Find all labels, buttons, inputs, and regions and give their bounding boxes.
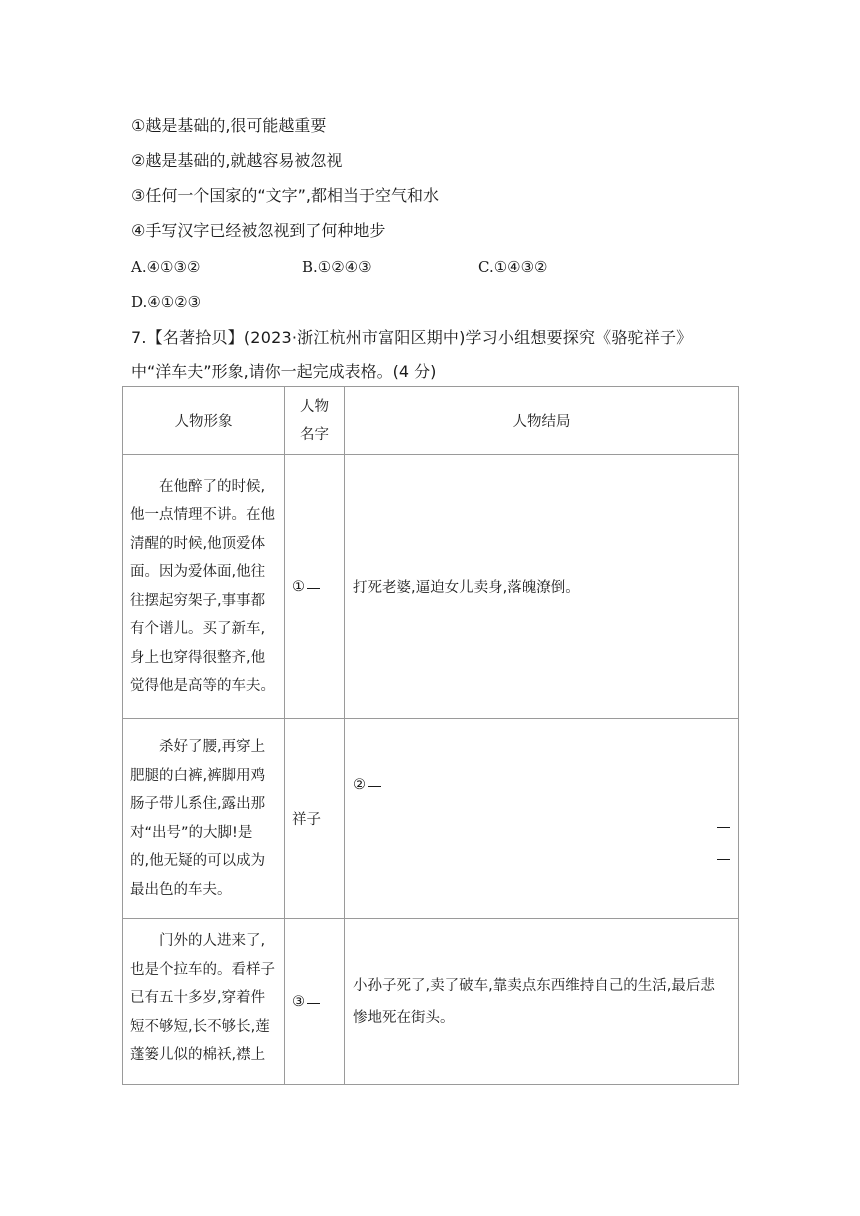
choice-d: D.④①②③ bbox=[131, 293, 202, 311]
option-4: ④手写汉字已经被忽视到了何种地步 bbox=[131, 221, 386, 240]
answer-blank[interactable] bbox=[307, 588, 320, 589]
image-line: 蓬篓儿似的棉袄,襟上 bbox=[130, 1047, 266, 1063]
name-blank-label: ① bbox=[292, 578, 305, 595]
image-line: 已有五十多岁,穿着件 bbox=[130, 990, 266, 1006]
image-line: 的,他无疑的可以成为 bbox=[130, 853, 266, 869]
option-3: ③任何一个国家的“文字”,都相当于空气和水 bbox=[131, 186, 440, 205]
character-table bbox=[122, 386, 739, 1085]
question-line-1: 7.【名著拾贝】(2023·浙江杭州市富阳区期中)学习小组想要探究《骆驼祥子》 bbox=[131, 328, 693, 347]
image-line: 杀好了腰,再穿上 bbox=[159, 739, 266, 755]
answer-blank-continued[interactable] bbox=[717, 827, 730, 828]
fate-text: 打死老婆,逼迫女儿卖身,落魄潦倒。 bbox=[353, 580, 580, 596]
header-name-line-1: 人物 bbox=[300, 398, 329, 415]
name-blank-label: ③ bbox=[292, 993, 305, 1010]
question-line-2: 中“洋车夫”形象,请你一起完成表格。(4 分) bbox=[131, 362, 437, 381]
answer-blank[interactable] bbox=[368, 786, 381, 787]
table-header-row bbox=[123, 387, 739, 455]
answer-blank[interactable] bbox=[307, 1003, 320, 1004]
image-line: 身上也穿得很整齐,他 bbox=[130, 649, 266, 666]
image-line: 有个谱儿。买了新车, bbox=[130, 621, 266, 637]
choice-b: B.①②④③ bbox=[302, 258, 372, 276]
image-cell bbox=[123, 719, 285, 919]
answer-blank-continued[interactable] bbox=[717, 859, 730, 860]
name-cell bbox=[285, 719, 345, 919]
fate-cell bbox=[345, 919, 739, 1085]
image-line: 往摆起穷架子,事事都 bbox=[130, 592, 266, 609]
image-line: 门外的人进来了, bbox=[159, 933, 266, 949]
image-line: 短不够短,长不够长,莲 bbox=[130, 1018, 270, 1035]
name-cell bbox=[285, 919, 345, 1085]
image-cell bbox=[123, 919, 285, 1085]
image-line: 对“出号”的大脚!是 bbox=[130, 824, 253, 841]
fate-cell bbox=[345, 719, 739, 919]
image-line: 肥腿的白裤,裤脚用鸡 bbox=[130, 767, 266, 784]
option-1: ①越是基础的,很可能越重要 bbox=[131, 116, 327, 135]
header-image: 人物形象 bbox=[123, 387, 285, 455]
header-name bbox=[285, 387, 345, 455]
fate-line-1: 小孙子死了,卖了破车,靠卖点东西维持自己的生活,最后悲 bbox=[353, 977, 715, 994]
image-line: 最出色的车夫。 bbox=[130, 881, 232, 898]
option-2: ②越是基础的,就越容易被忽视 bbox=[131, 151, 343, 170]
table-row bbox=[123, 455, 739, 719]
image-line: 清醒的时候,他顶爱体 bbox=[130, 535, 266, 552]
image-line: 在他醉了的时候, bbox=[159, 478, 266, 495]
fate-answer-line bbox=[353, 719, 730, 793]
header-fate: 人物结局 bbox=[345, 387, 739, 455]
image-cell bbox=[123, 455, 285, 719]
name-text: 祥子 bbox=[292, 812, 321, 828]
table-row bbox=[123, 719, 739, 919]
choice-a: A.④①③② bbox=[131, 258, 201, 276]
image-line: 肠子带儿系住,露出那 bbox=[130, 796, 266, 812]
fate-blank-label: ② bbox=[353, 777, 366, 793]
fate-line-2: 惨地死在街头。 bbox=[353, 1009, 455, 1026]
choice-c: C.①④③② bbox=[478, 258, 548, 276]
image-line: 他一点情理不讲。在他 bbox=[130, 507, 275, 523]
name-cell bbox=[285, 455, 345, 719]
image-line: 觉得他是高等的车夫。 bbox=[130, 678, 275, 694]
image-line: 也是个拉车的。看样子 bbox=[130, 961, 275, 978]
image-line: 面。因为爱体面,他往 bbox=[130, 564, 266, 580]
fate-cell bbox=[345, 455, 739, 719]
header-name-line-2: 名字 bbox=[300, 426, 329, 443]
table-row bbox=[123, 919, 739, 1085]
